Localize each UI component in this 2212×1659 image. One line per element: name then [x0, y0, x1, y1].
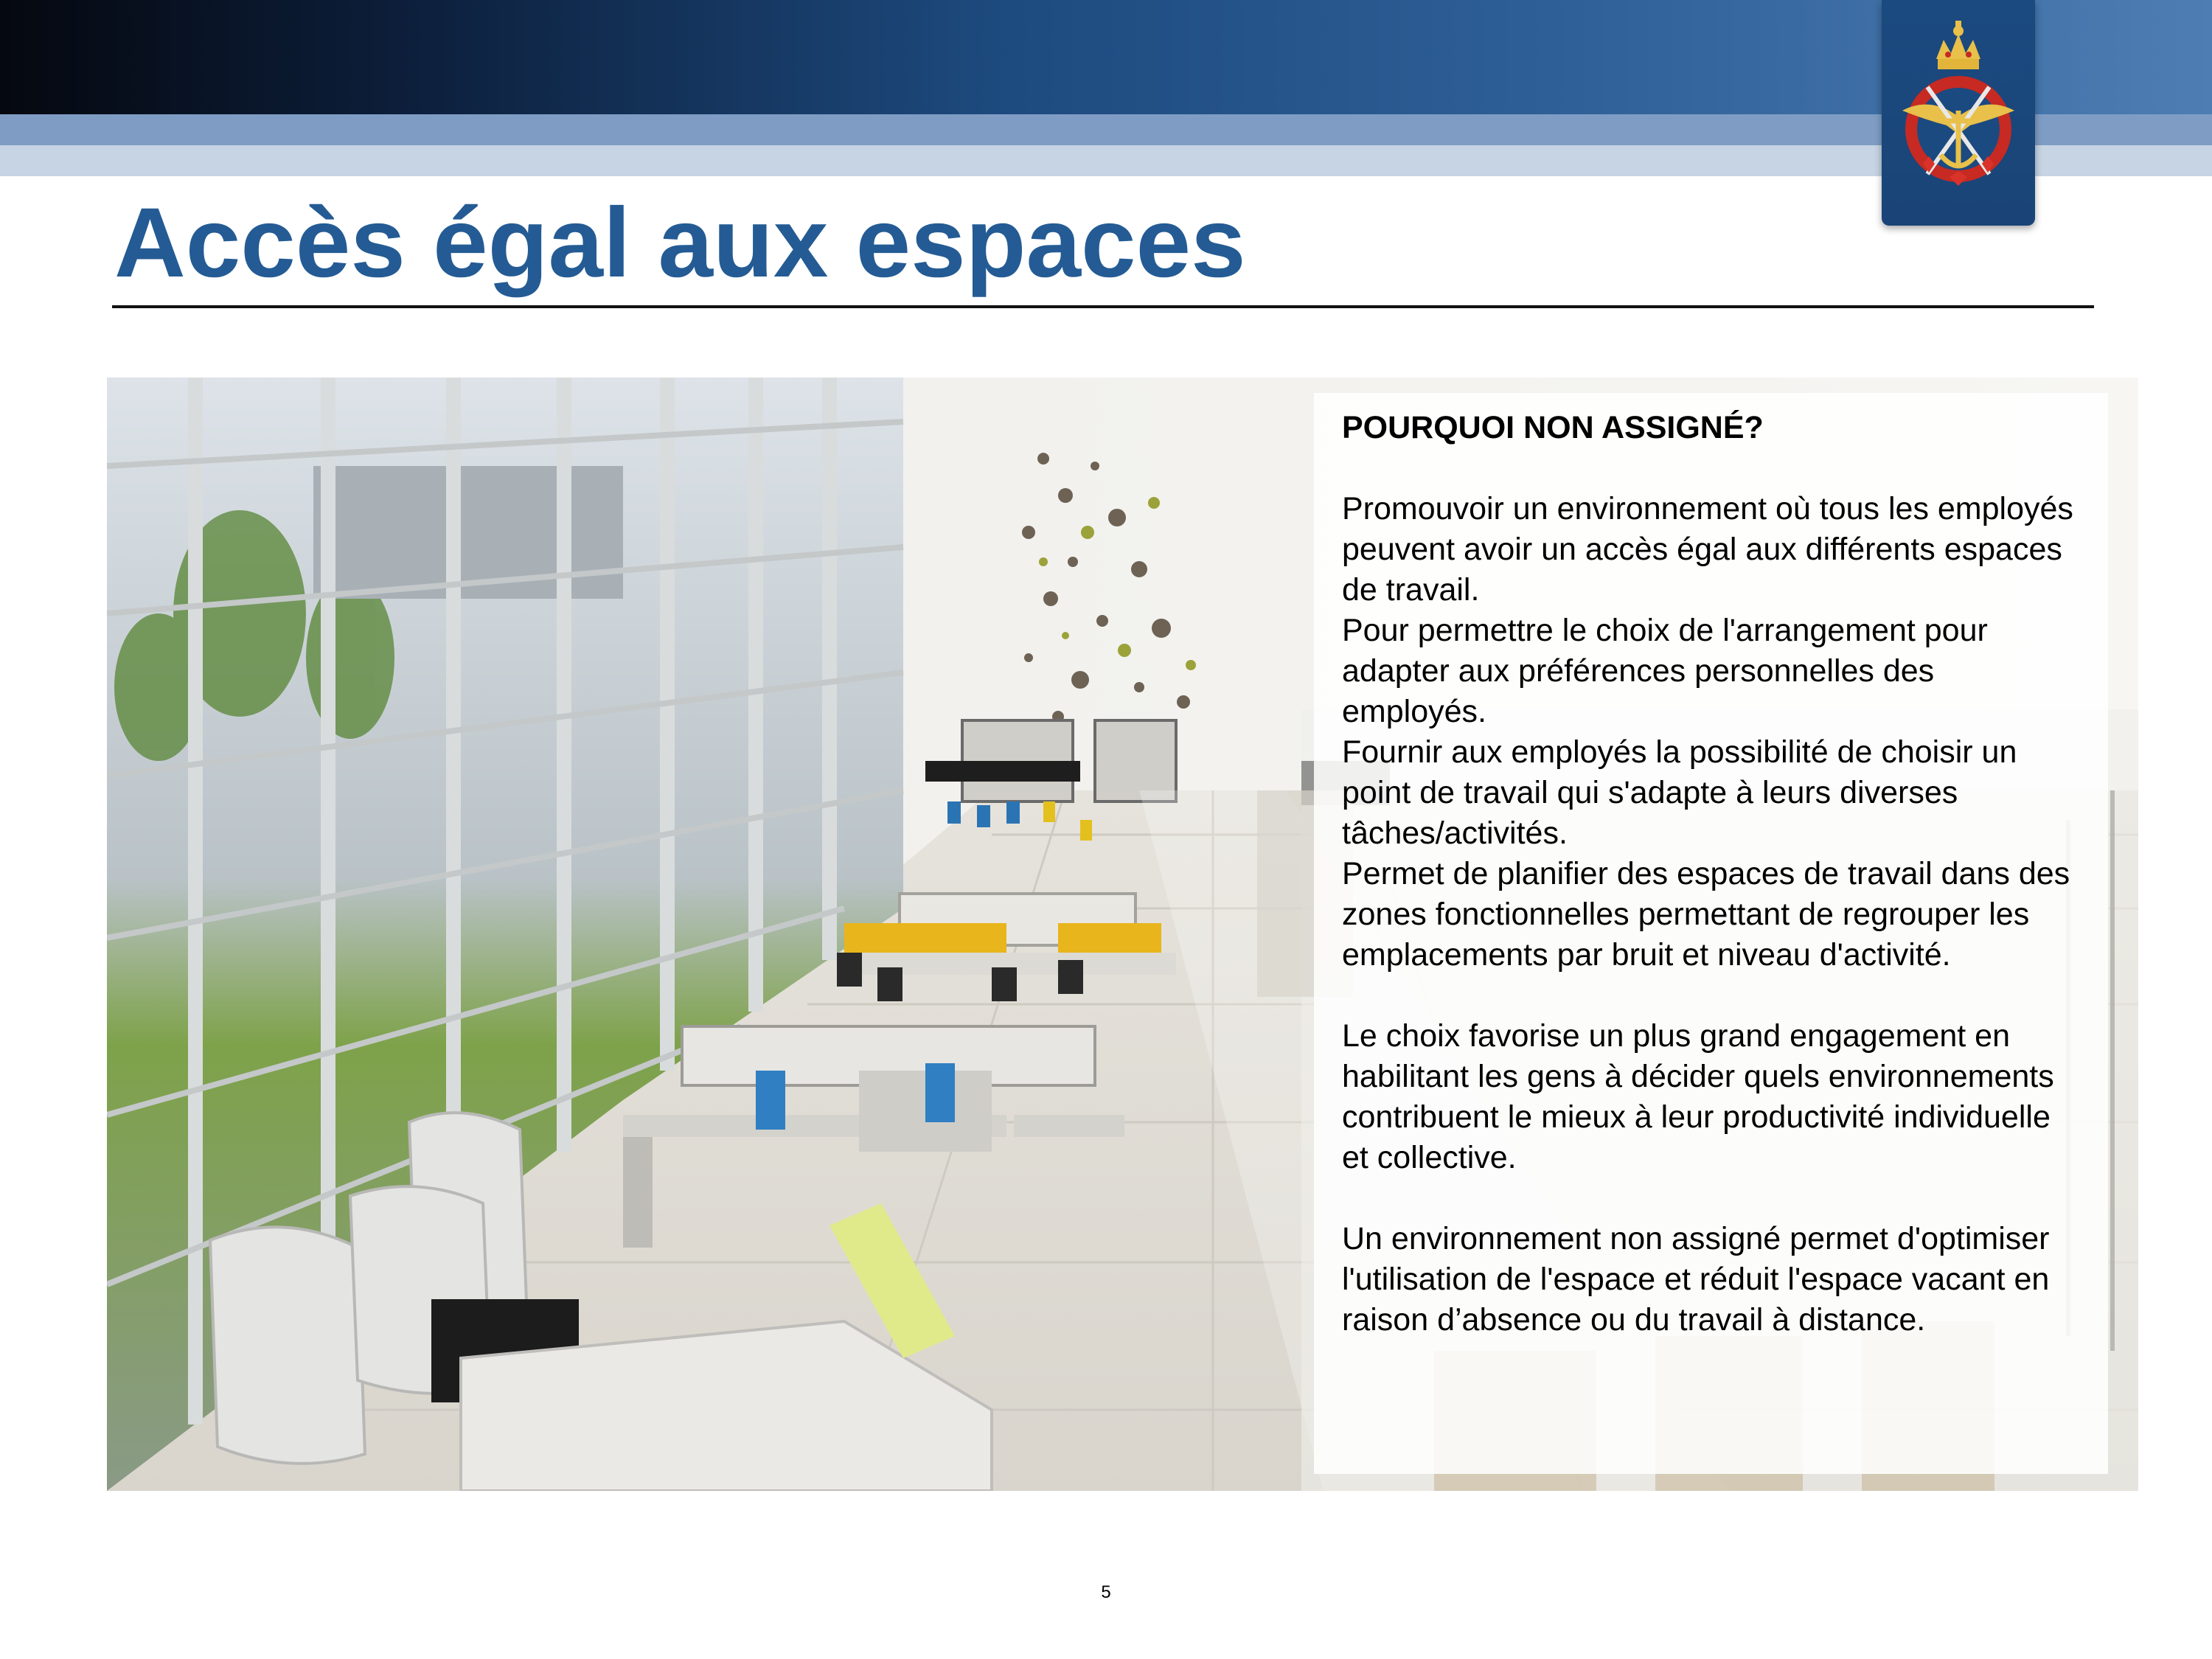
title-underline — [112, 305, 2094, 308]
why-unassigned-panel — [1314, 393, 2108, 1474]
panel-paragraph-arrangement-choice: Pour permettre le choix de l'arrangement pour adapter aux préférences personnelles des employés. — [1342, 613, 1988, 729]
header-band-light — [0, 145, 2212, 176]
panel-paragraph-equal-access: Promouvoir un environnement où tous les employés peuvent avoir un accès égal aux différents espaces de travail. — [1342, 491, 2073, 608]
panel-paragraph-space-optimization: Un environnement non assigné permet d'optimiser l'utilisation de l'espace et réduit l'espace vacant en raison d’absence ou du travail à distance. — [1342, 1221, 2050, 1338]
panel-paragraph-engagement: Le choix favorise un plus grand engagement en habilitant les gens à décider quels environnements contribuent le mieux à leur productivité individuelle et collective. — [1342, 1018, 2054, 1175]
panel-paragraph-choose-workpoint: Fournir aux employés la possibilité de choisir un point de travail qui s'adapte à leurs diverses tâches/activités. — [1342, 734, 2017, 851]
panel-paragraph-functional-zones: Permet de planifier des espaces de travail dans des zones fonctionnelles permettant de regrouper les emplacements par bruit et niveau d'activité. — [1342, 856, 2070, 973]
canadian-armed-forces-crest-icon — [1882, 0, 2035, 226]
paragraph-spacer — [1342, 1178, 2081, 1219]
page-title: Accès égal aux espaces — [114, 188, 1246, 298]
page-number: 5 — [1101, 1582, 1111, 1602]
header-band-mid — [0, 114, 2212, 145]
header-band-dark — [0, 0, 2212, 114]
panel-heading: POURQUOI NON ASSIGNÉ? — [1342, 410, 1764, 445]
paragraph-spacer — [1342, 975, 2081, 1016]
